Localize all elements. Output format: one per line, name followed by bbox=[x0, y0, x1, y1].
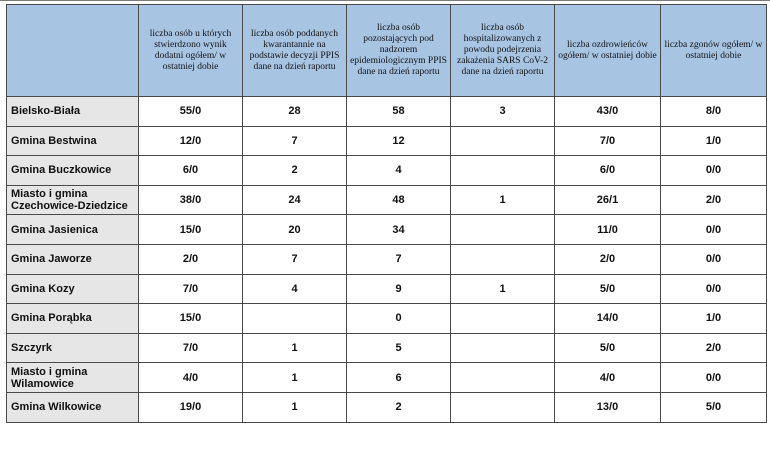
cell-hospitalized bbox=[451, 363, 555, 393]
cell-deaths: 0/0 bbox=[661, 156, 767, 186]
cell-quarantine: 1 bbox=[243, 333, 347, 363]
cell-municipality-name: Gmina Jasienica bbox=[7, 215, 139, 245]
cell-supervision: 48 bbox=[347, 185, 451, 215]
table-row bbox=[7, 244, 767, 274]
table-row bbox=[7, 156, 767, 186]
cell-hospitalized bbox=[451, 304, 555, 334]
cell-recovered: 26/1 bbox=[555, 185, 661, 215]
cell-municipality-name: Gmina Wilkowice bbox=[7, 392, 139, 422]
cell-supervision: 58 bbox=[347, 97, 451, 127]
cell-municipality-name: Szczyrk bbox=[7, 333, 139, 363]
cell-positive-cases: 4/0 bbox=[139, 363, 243, 393]
cell-positive-cases: 55/0 bbox=[139, 97, 243, 127]
cell-positive-cases: 2/0 bbox=[139, 244, 243, 274]
cell-recovered: 13/0 bbox=[555, 392, 661, 422]
cell-quarantine bbox=[243, 304, 347, 334]
cell-recovered: 6/0 bbox=[555, 156, 661, 186]
cell-quarantine: 2 bbox=[243, 156, 347, 186]
cell-quarantine: 1 bbox=[243, 363, 347, 393]
cell-deaths: 8/0 bbox=[661, 97, 767, 127]
cell-recovered: 7/0 bbox=[555, 126, 661, 156]
cell-supervision: 0 bbox=[347, 304, 451, 334]
cell-hospitalized bbox=[451, 244, 555, 274]
table-row bbox=[7, 304, 767, 334]
cell-quarantine: 7 bbox=[243, 126, 347, 156]
cell-deaths: 2/0 bbox=[661, 333, 767, 363]
covid-stats-table bbox=[6, 4, 767, 423]
cell-quarantine: 4 bbox=[243, 274, 347, 304]
cell-positive-cases: 7/0 bbox=[139, 333, 243, 363]
cell-hospitalized bbox=[451, 126, 555, 156]
cell-deaths: 0/0 bbox=[661, 215, 767, 245]
cell-deaths: 0/0 bbox=[661, 274, 767, 304]
table-row bbox=[7, 185, 767, 215]
cell-municipality-name: Gmina Kozy bbox=[7, 274, 139, 304]
cell-positive-cases: 38/0 bbox=[139, 185, 243, 215]
cell-deaths: 1/0 bbox=[661, 126, 767, 156]
cell-quarantine: 28 bbox=[243, 97, 347, 127]
table-row bbox=[7, 392, 767, 422]
cell-municipality-name: Bielsko-Biała bbox=[7, 97, 139, 127]
cell-recovered: 11/0 bbox=[555, 215, 661, 245]
table-row bbox=[7, 363, 767, 393]
header-deaths: liczba zgonów ogółem/ w ostatniej dobie bbox=[661, 5, 767, 97]
cell-recovered: 14/0 bbox=[555, 304, 661, 334]
cell-supervision: 34 bbox=[347, 215, 451, 245]
cell-quarantine: 1 bbox=[243, 392, 347, 422]
table-row bbox=[7, 215, 767, 245]
cell-positive-cases: 15/0 bbox=[139, 215, 243, 245]
cell-hospitalized: 1 bbox=[451, 274, 555, 304]
cell-positive-cases: 19/0 bbox=[139, 392, 243, 422]
cell-supervision: 4 bbox=[347, 156, 451, 186]
table-row bbox=[7, 274, 767, 304]
cell-recovered: 5/0 bbox=[555, 333, 661, 363]
table-header bbox=[7, 5, 767, 97]
cell-positive-cases: 15/0 bbox=[139, 304, 243, 334]
cell-recovered: 4/0 bbox=[555, 363, 661, 393]
table-row bbox=[7, 333, 767, 363]
cell-positive-cases: 7/0 bbox=[139, 274, 243, 304]
table-body bbox=[7, 97, 767, 423]
header-recovered: liczba ozdrowieńców ogółem/ w ostatniej dobie bbox=[555, 5, 661, 97]
cell-positive-cases: 6/0 bbox=[139, 156, 243, 186]
cell-municipality-name: Gmina Porąbka bbox=[7, 304, 139, 334]
cell-supervision: 5 bbox=[347, 333, 451, 363]
cell-deaths: 1/0 bbox=[661, 304, 767, 334]
cell-municipality-name: Miasto i gmina Wilamowice bbox=[7, 363, 139, 393]
cell-deaths: 5/0 bbox=[661, 392, 767, 422]
header-positive-cases: liczba osób u których stwierdzono wynik dodatni ogółem/ w ostatniej dobie bbox=[139, 5, 243, 97]
cell-recovered: 2/0 bbox=[555, 244, 661, 274]
header-epidemiological-supervision: liczba osób pozostających pod nadzorem epidemiologicznym PPIS dane na dzień raportu bbox=[347, 5, 451, 97]
covid-stats-table-container bbox=[6, 4, 766, 423]
cell-hospitalized bbox=[451, 156, 555, 186]
cell-municipality-name: Gmina Jaworze bbox=[7, 244, 139, 274]
cell-hospitalized: 3 bbox=[451, 97, 555, 127]
cell-supervision: 2 bbox=[347, 392, 451, 422]
cell-supervision: 7 bbox=[347, 244, 451, 274]
table-row bbox=[7, 126, 767, 156]
cell-recovered: 43/0 bbox=[555, 97, 661, 127]
cell-hospitalized: 1 bbox=[451, 185, 555, 215]
header-hospitalized: liczba osób hospitalizowanych z powodu podejrzenia zakażenia SARS CoV-2 dane na dzień raportu bbox=[451, 5, 555, 97]
cell-quarantine: 24 bbox=[243, 185, 347, 215]
table-row bbox=[7, 97, 767, 127]
cell-supervision: 6 bbox=[347, 363, 451, 393]
cell-supervision: 12 bbox=[347, 126, 451, 156]
cell-hospitalized bbox=[451, 333, 555, 363]
header-row bbox=[7, 5, 767, 97]
cell-quarantine: 20 bbox=[243, 215, 347, 245]
header-corner-cell bbox=[7, 5, 139, 97]
cell-deaths: 0/0 bbox=[661, 363, 767, 393]
cell-hospitalized bbox=[451, 215, 555, 245]
cell-quarantine: 7 bbox=[243, 244, 347, 274]
cell-recovered: 5/0 bbox=[555, 274, 661, 304]
header-quarantine: liczba osób poddanych kwarantannie na podstawie decyzji PPIS dane na dzień raportu bbox=[243, 5, 347, 97]
cell-hospitalized bbox=[451, 392, 555, 422]
cell-deaths: 0/0 bbox=[661, 244, 767, 274]
cell-supervision: 9 bbox=[347, 274, 451, 304]
cell-municipality-name: Miasto i gmina Czechowice-Dziedzice bbox=[7, 185, 139, 215]
cell-positive-cases: 12/0 bbox=[139, 126, 243, 156]
cell-municipality-name: Gmina Bestwina bbox=[7, 126, 139, 156]
cell-deaths: 2/0 bbox=[661, 185, 767, 215]
cell-municipality-name: Gmina Buczkowice bbox=[7, 156, 139, 186]
